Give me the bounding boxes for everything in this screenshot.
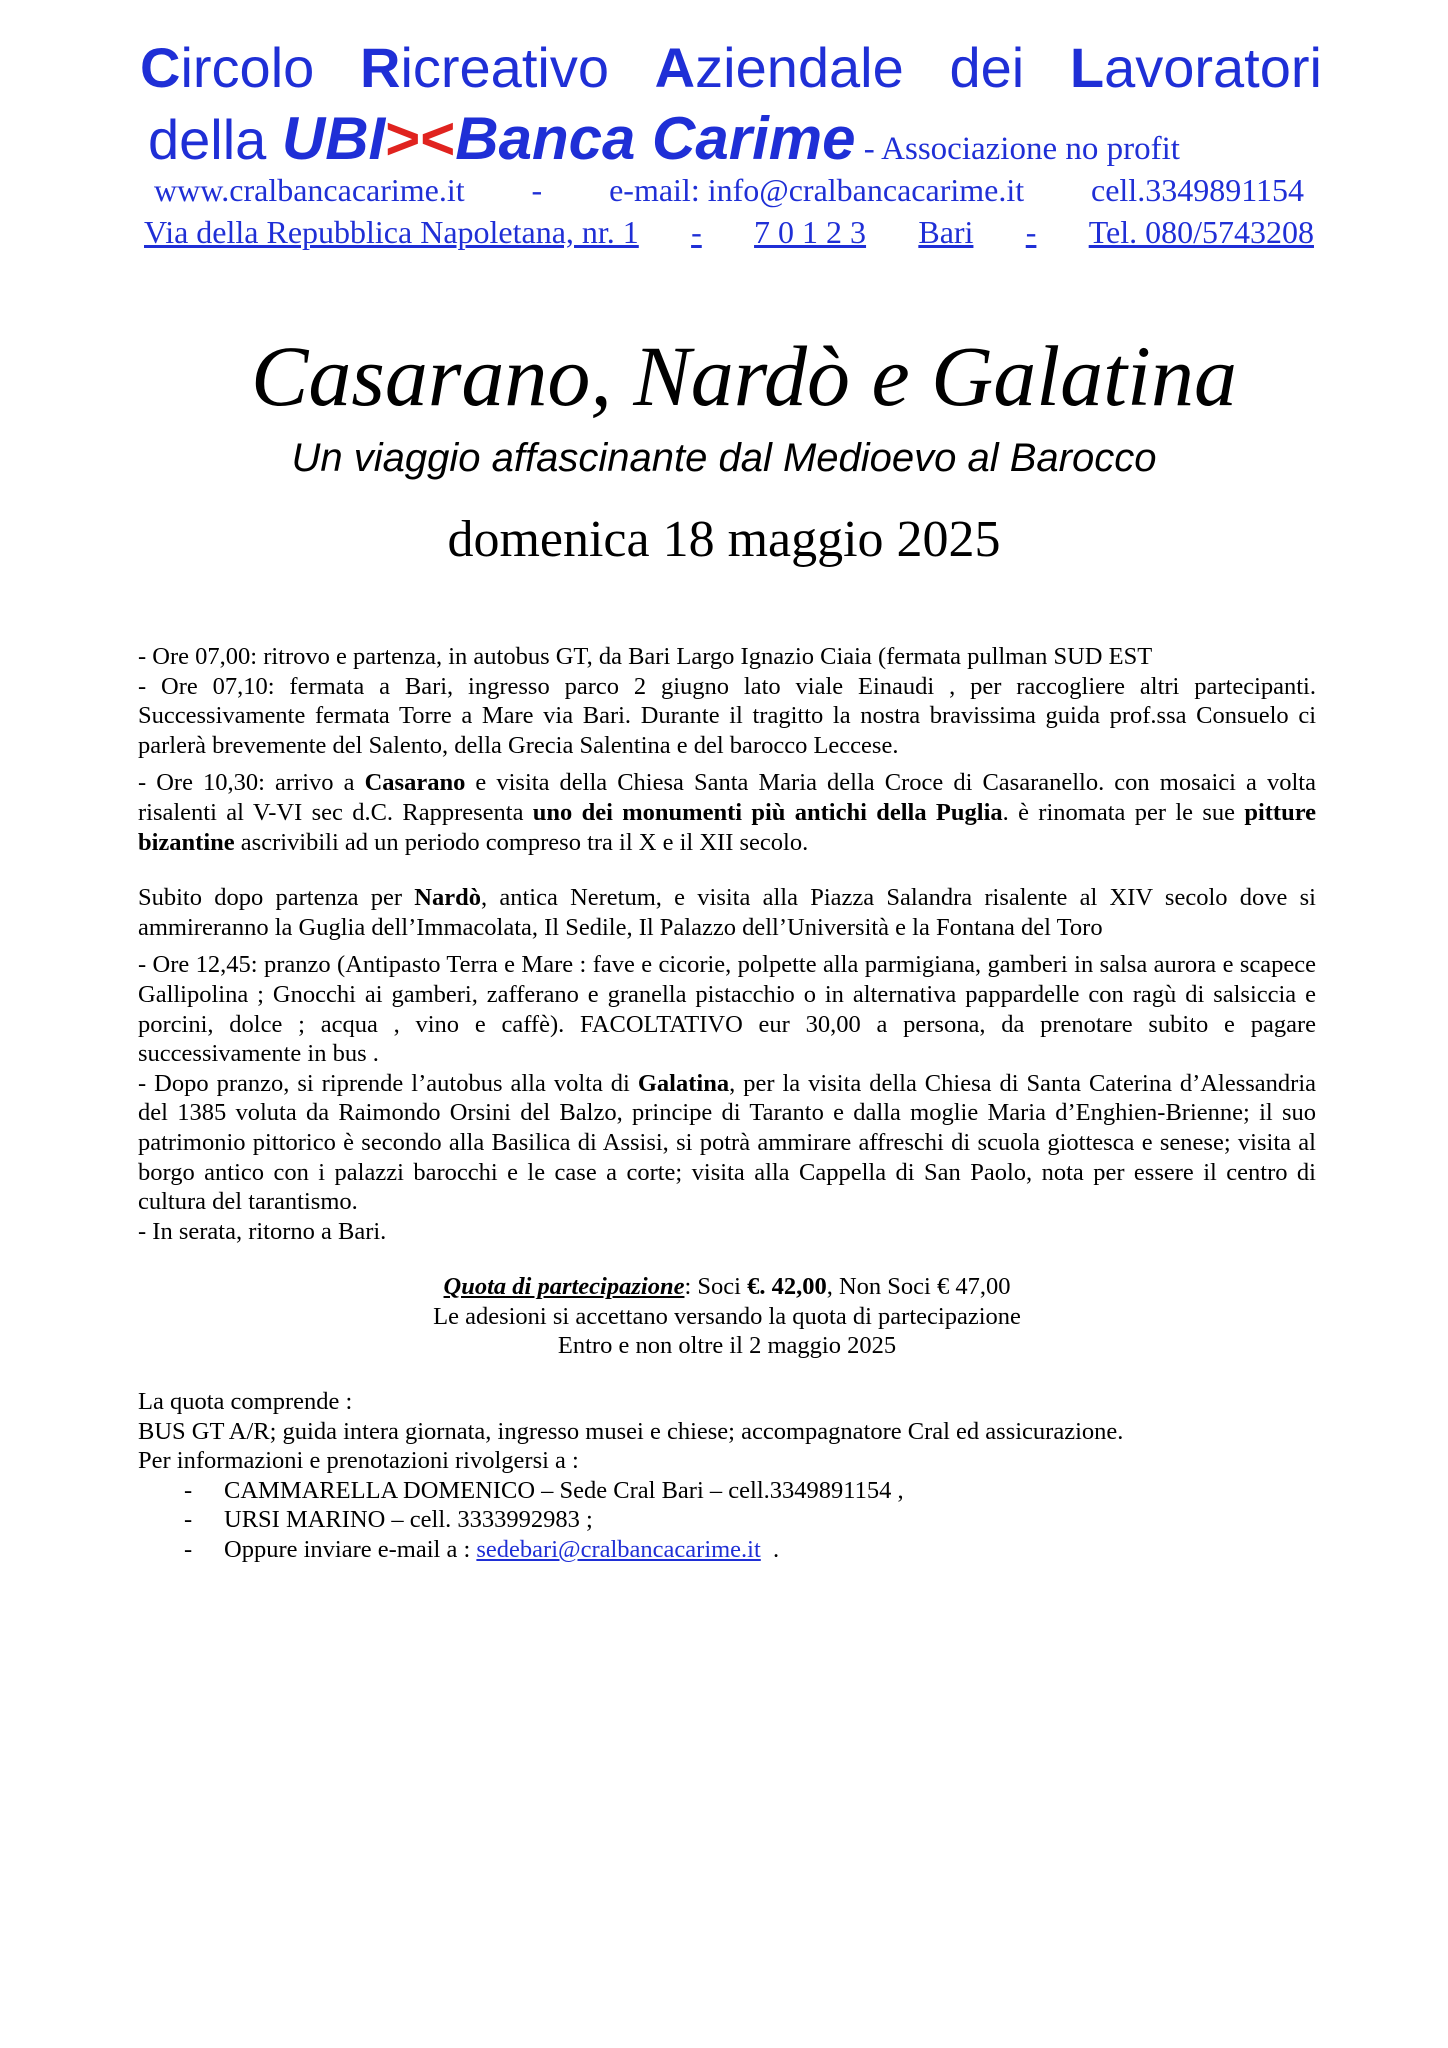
- includes-text: BUS GT A/R; guida intera giornata, ingresso musei e chiese; accompagnatore Cral ed assicurazione.: [138, 1417, 1124, 1445]
- program-item: - Ore 07,10: fermata a Bari, ingresso parco 2 giugno lato viale Einaudi , per raccogliere altri partecipanti. Successivamente fermata Torre a Mare via Bari. Durante il tragitto la nostra bravissima guida prof.ssa Consuelo ci parlerà brevemente del Salento, della Grecia Salentina e del barocco Leccese.: [138, 672, 1316, 759]
- header-word: Lavoratori: [1069, 36, 1322, 99]
- event-date: domenica 18 maggio 2025: [447, 511, 1001, 568]
- page-subtitle: Un viaggio affascinante dal Medioevo al Barocco: [291, 436, 1157, 480]
- header-word: Aziendale: [654, 36, 904, 99]
- quota-note: Le adesioni si accettano versando la quota di partecipazione: [433, 1302, 1021, 1330]
- bank-name-part2: Banca Carime: [455, 105, 856, 172]
- program-item: - Dopo pranzo, si riprende l’autobus alla volta di Galatina, per la visita della Chiesa di Santa Caterina d’Alessandria del 1385 voluta da Raimondo Orsini del Balzo, principe di Taranto e dalla moglie Maria d’Enghien-Brienne; il suo patrimonio pittorico è secondo alla Basilica di Assisi, si potrà ammirare affreschi di scuola giottesca e senese; visita al borgo antico con i palazzi barocchi e le case a corte; visita alla Cappella di San Paolo, nota per essere il centro di cultura del tarantismo.: [138, 1069, 1316, 1216]
- program-item: - Ore 12,45: pranzo (Antipasto Terra e Mare : fave e cicorie, polpette alla parmigiana, gamberi in salsa aurora e scapece Gallipolina ; Gnocchi ai gamberi, zafferano e granella pistacchio o in alternativa pappardelle con ragù di salsiccia e porcini, dolce ; acqua , vino e caffè). FACOLTATIVO eur 30,00 a persona, da prenotare subito e pagare successivamente in bus .: [138, 951, 1316, 1068]
- soci-price: €. 42,00: [747, 1273, 827, 1301]
- telephone: Tel. 080/5743208: [1088, 214, 1314, 250]
- quota-deadline: Entro e non oltre il 2 maggio 2025: [557, 1332, 897, 1360]
- association-name-line: [140, 36, 1322, 100]
- program-item: - Ore 07,00: ritrovo e partenza, in autobus GT, da Bari Largo Ignazio Ciaia (fermata pullman SUD EST: [138, 643, 1153, 670]
- association-type: - Associazione no profit: [855, 131, 1180, 167]
- header-word: Circolo: [140, 36, 315, 99]
- contact-list: [138, 1476, 1316, 1565]
- separator: -: [691, 214, 702, 250]
- info-label: Per informazioni e prenotazioni rivolgersi a :: [138, 1447, 579, 1475]
- address-line: [144, 212, 1314, 252]
- program-item: Subito dopo partenza per Nardò, antica Neretum, e visita alla Piazza Salandra risalente al XIV secolo dove si ammireranno la Guglia dell’Immacolata, Il Sedile, Il Palazzo dell’Università e la Fontana del Toro: [138, 884, 1316, 941]
- list-item: - CAMMARELLA DOMENICO – Sede Cral Bari – cell.3349891154 ,: [184, 1476, 904, 1504]
- header-word: dei: [949, 36, 1025, 99]
- includes-label: La quota comprende :: [138, 1388, 353, 1416]
- city: Bari: [918, 214, 974, 250]
- website-link[interactable]: www.cralbancacarime.it: [154, 172, 465, 208]
- della-text: della: [148, 108, 282, 171]
- email-link[interactable]: sedebari@cralbancacarime.it: [476, 1536, 761, 1564]
- zip-code: 7 0 1 2 3: [754, 214, 867, 250]
- program-item: - Ore 10,30: arrivo a Casarano e visita della Chiesa Santa Maria della Croce di Casaranello. con mosaici a volta risalenti al V-VI sec d.C. Rappresenta uno dei monumenti più antichi della Puglia. è rinomata per le sue pitture bizantine ascrivibili ad un periodo compreso tra il X e il XII secolo.: [138, 769, 1316, 856]
- program-item: - In serata, ritorno a Bari.: [138, 1217, 387, 1245]
- quota-line: Quota di partecipazione: Soci €. 42,00, Non Soci € 47,00: [443, 1273, 1011, 1301]
- street-address: Via della Repubblica Napoletana, nr. 1: [144, 214, 639, 250]
- email-link[interactable]: e-mail: info@cralbancacarime.it: [609, 172, 1025, 208]
- separator: -: [1025, 214, 1037, 250]
- bank-separator: ><: [385, 105, 456, 172]
- header-word: Ricreativo: [359, 36, 609, 99]
- bank-name-part1: UBI: [281, 105, 386, 172]
- quota-label: Quota di partecipazione: [443, 1273, 685, 1301]
- program-body: [138, 642, 1316, 1565]
- list-item: - URSI MARINO – cell. 3333992983 ;: [184, 1506, 593, 1534]
- contact-line: [154, 170, 1304, 210]
- list-item: - Oppure inviare e-mail a : sedebari@cralbancacarime.it .: [184, 1536, 780, 1564]
- cell-number: cell.3349891154: [1091, 172, 1304, 208]
- separator: -: [531, 172, 543, 208]
- page-title: Casarano, Nardò e Galatina: [251, 328, 1237, 424]
